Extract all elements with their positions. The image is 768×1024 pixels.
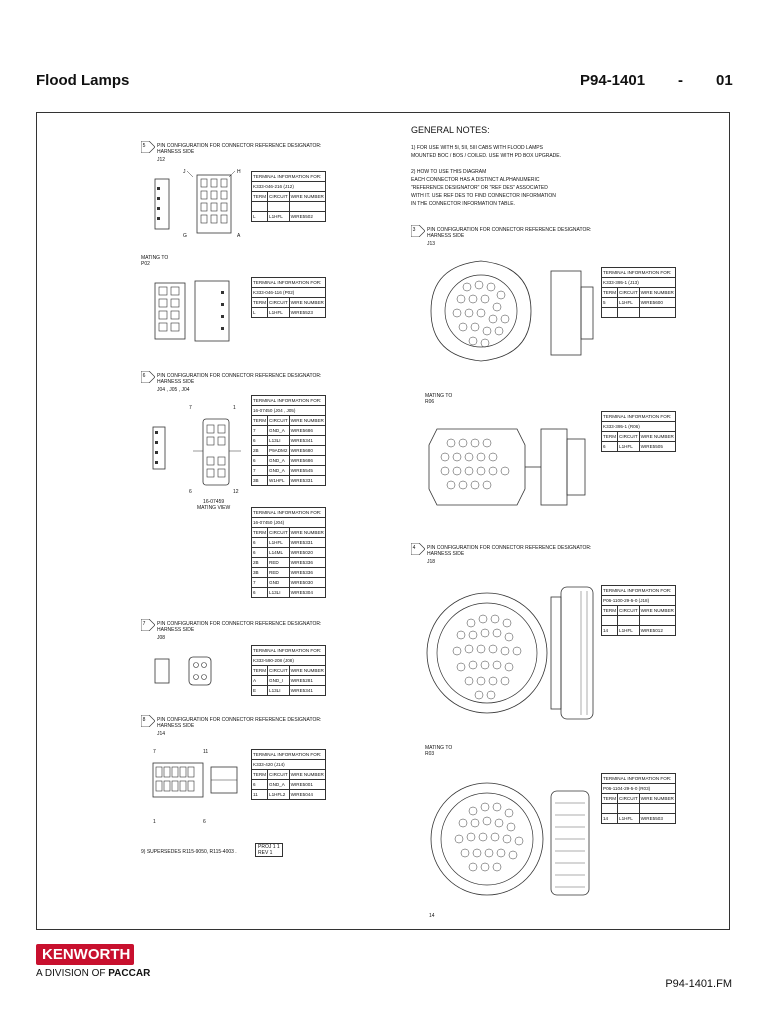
pin-label-g: G: [183, 233, 187, 239]
terminal-table-j12: TERMINAL INFORMATION FOR: K333-046-216 (J12) TERM CIRCUIT WIRE NUMBER L L1HFL WIRE5502: [251, 171, 326, 222]
connector-p02-drawing: [141, 271, 241, 351]
pin-label-7: 7: [153, 749, 156, 755]
general-notes: [411, 125, 711, 207]
connector-j13-drawing: [421, 251, 601, 371]
connector-j14-drawing: [147, 753, 247, 813]
terminal-table-j18: TERMINAL INFORMATION FOR: P06-1100-29-5-0 (J18) TERM CIRCUIT WIRE NUMBER 14 L1HFL WIRE5012: [601, 585, 676, 636]
note-line: "REFERENCE DESIGNATOR" OR "REF DES" ASSOCIATED: [411, 185, 548, 191]
mating-label-16-07459: 16-07459 MATING VIEW: [197, 499, 231, 511]
diagram-sheet: GENERAL NOTES: 1) FOR USE WITH 5I, 5II, 5III CABS WITH FLOOD LAMPS MOUNTED BOC / BOS / COILED. USE WITH PD BOX UPGRADE. 2) HOW TO USE THIS DIAGRAM EACH CONNECTOR HAS A DISTINCT ALPHANUMERIC "REFERENCE DESIGNATOR" OR "REF DES" ASSOCIATED WITH IT. USE REF DES TO FIND CONNECTOR INFORMATION IN THE CONNECTOR INFORMATION TABLE. 5 PIN CONFIGURATION FOR CONNECTOR REFERENCE DESIGNATOR: HARNESS SIDE J12 6 PIN CONFIGURATION FOR CONNECTOR REFERENCE DESIGNATOR: HARNESS SIDE J04 , J05 , J04 7 PIN CONFIGURATION FOR CONNECTOR REFERENCE DESIGNATOR: HARNESS SIDE J08 8 PIN CONFIGURATION FOR CONNECTOR REFERENCE DESIGNATOR: HARNESS SIDE J14 3 PIN CONFIGURATION FOR CONNECTOR REFERENCE DESIGNATOR: HARNESS SIDE J13 4 PIN CONFIGURATION FOR CONNECTOR REFERENCE DESIGNATOR: HARNESS SIDE J18 MATING TO P02 MATING TO R06 MATING TO R03 16-07459 MATING VIEW J H G A 7 1 6 12 7 11 1 6 14 TERMINAL INFORMATION FOR: K333-046-216 (J12) TERM CIRCUIT WIRE NUMBER L L1HFL WIRE5502 TERMINAL INFORMATION FOR: K333-046-116 (P02) TERM CIRCUIT WIRE NUMBER L L1HFL WIRE5523 TERMINAL INFORMATION FOR: 16-07450 (J04 , J05) TERM CIRCUIT WIRE NUMBER 7 GND_A WIRE5686 6 L13LI WIRE5341 2B P9ADM2 WIRE5680 6 GND_A WIRE5686 7 GND_A WIRE5545 3B W1HFL WIRE5331 TERMINAL INFORMATION FOR: 16-07450 (J04) TERM CIRCUIT WIRE NUMBER 6 L1HFL WIRE5331 6 L14ML WIRE5020 2B RED WIRE5336 3B RED WIRE5336 7 GND WIRE5030 6 L13LI WIRE5304 TERMINAL INFORMATION FOR: K333-590-208 (J08) TERM CIRCUIT WIRE NUMBER A GND_I WIRE5281 E L13LI WIRE5341 TERMINAL INFORMATION FOR: K333-420 (J14) TERM CIRCUIT WIRE NUMBER 6 GND_A WIRE5001 11 L1HFL2 WIRE5044 TERMINAL INFORMATION FOR: K333-395-1 (J13) TERM CIRCUIT WIRE NUMBER 5 L1HFL WIRE5600 TERMINAL INFORMATION FOR: K333-395-1 (R06) TERM CIRCUIT WIRE NUMBER 6 L1HFL WIRE5505 TERMINAL INFORMATION FOR: P06-1100-29-5-0 (J18) TERM CIRCUIT WIRE NUMBER 14 L1HFL WIRE5012 TERMINAL INFORMATION FOR: P06-1104-29-5-0 (R03) TERM CIRCUIT WIRE NUMBER 14 L1HFL WIRE5503 9) SUPERSEDES R115-9050, R115-4003 . PROJ 1 1 REV 1: [36, 112, 730, 930]
pin-label-6: 6: [203, 819, 206, 825]
terminal-table-j05: TERMINAL INFORMATION FOR: 16-07450 (J04 , J05) TERM CIRCUIT WIRE NUMBER 7 GND_A WIRE5686 6 L13LI WIRE5341 2B P9ADM2 WIRE5680 6 GND_A WIRE5686 7 GND_A WIRE5545 3B W1HFL WIRE5331: [251, 395, 326, 486]
terminal-table-p02: TERMINAL INFORMATION FOR: K333-046-116 (P02) TERM CIRCUIT WIRE NUMBER L L1HFL WIRE5523: [251, 277, 326, 318]
mating-label-r03: MATING TO R03: [425, 745, 453, 757]
brand-wordmark: KENWORTH: [36, 944, 134, 965]
division-line: A DIVISION OF PACCAR: [36, 968, 151, 979]
pin-label-11: 11: [203, 749, 209, 755]
pin-label-1: 1: [153, 819, 156, 825]
kenworth-logo: [36, 944, 150, 979]
note-line: MOUNTED BOC / BOS / COILED. USE WITH PD BOX UPGRADE.: [411, 153, 562, 159]
doc-revision: 01: [716, 72, 733, 89]
connector-j12-drawing: [141, 165, 241, 245]
doc-number: P94-1401: [580, 72, 646, 89]
connector-j04-drawing: [147, 409, 257, 495]
terminal-table-j13: TERMINAL INFORMATION FOR: K333-395-1 (J13) TERM CIRCUIT WIRE NUMBER 5 L1HFL WIRE5600: [601, 267, 676, 318]
connector-j08-drawing: [149, 649, 219, 693]
footer-filename: P94-1401.FM: [665, 978, 732, 990]
pin-label-j: J: [183, 169, 186, 175]
connector-r06-drawing: [421, 409, 601, 519]
note-line: WITH IT. USE REF DES TO FIND CONNECTOR INFORMATION: [411, 193, 556, 199]
terminal-table-j14: TERMINAL INFORMATION FOR: K333-420 (J14) TERM CIRCUIT WIRE NUMBER 6 GND_A WIRE5001 11 L1HFL2 WIRE5044: [251, 749, 326, 800]
terminal-table-r06: TERMINAL INFORMATION FOR: K333-395-1 (R06) TERM CIRCUIT WIRE NUMBER 6 L1HFL WIRE5505: [601, 411, 676, 452]
connector-j18-drawing: [421, 573, 601, 733]
terminal-table-r03: TERMINAL INFORMATION FOR: P06-1104-29-5-0 (R03) TERM CIRCUIT WIRE NUMBER 14 L1HFL WIRE5503: [601, 773, 676, 824]
terminal-table-j04: TERMINAL INFORMATION FOR: 16-07450 (J04) TERM CIRCUIT WIRE NUMBER 6 L1HFL WIRE5331 6 L14ML WIRE5020 2B RED WIRE5336 3B RED WIRE5336 7 GND WIRE5030 6 L13LI WIRE5304: [251, 507, 326, 598]
pin-label-7: 7: [189, 405, 192, 411]
general-notes-title: GENERAL NOTES:: [411, 125, 490, 135]
supersedes-note: 9) SUPERSEDES R115-9050, R115-4003 .: [141, 849, 237, 855]
page-title: Flood Lamps: [36, 72, 130, 89]
pin-label-h: H: [237, 169, 241, 175]
doc-dash: -: [678, 72, 683, 89]
pin-label-14: 14: [429, 913, 435, 919]
pin-label-12: 12: [233, 489, 239, 495]
connector-r03-drawing: [421, 763, 601, 923]
pin-label-a: A: [237, 233, 241, 239]
note-line: EACH CONNECTOR HAS A DISTINCT ALPHANUMERIC: [411, 177, 540, 183]
note-line: 1) FOR USE WITH 5I, 5II, 5III CABS WITH FLOOD LAMPS: [411, 145, 543, 151]
pin-label-6: 6: [189, 489, 192, 495]
mating-label-p02: MATING TO P02: [141, 255, 169, 267]
terminal-table-j08: TERMINAL INFORMATION FOR: K333-590-208 (J08) TERM CIRCUIT WIRE NUMBER A GND_I WIRE5281 E L13LI WIRE5341: [251, 645, 326, 696]
note-line: IN THE CONNECTOR INFORMATION TABLE.: [411, 201, 515, 207]
revision-box: PROJ 1 1 REV 1: [255, 843, 283, 857]
mating-label-r06: MATING TO R06: [425, 393, 453, 405]
pin-label-1: 1: [233, 405, 236, 411]
note-line: 2) HOW TO USE THIS DIAGRAM: [411, 169, 487, 175]
